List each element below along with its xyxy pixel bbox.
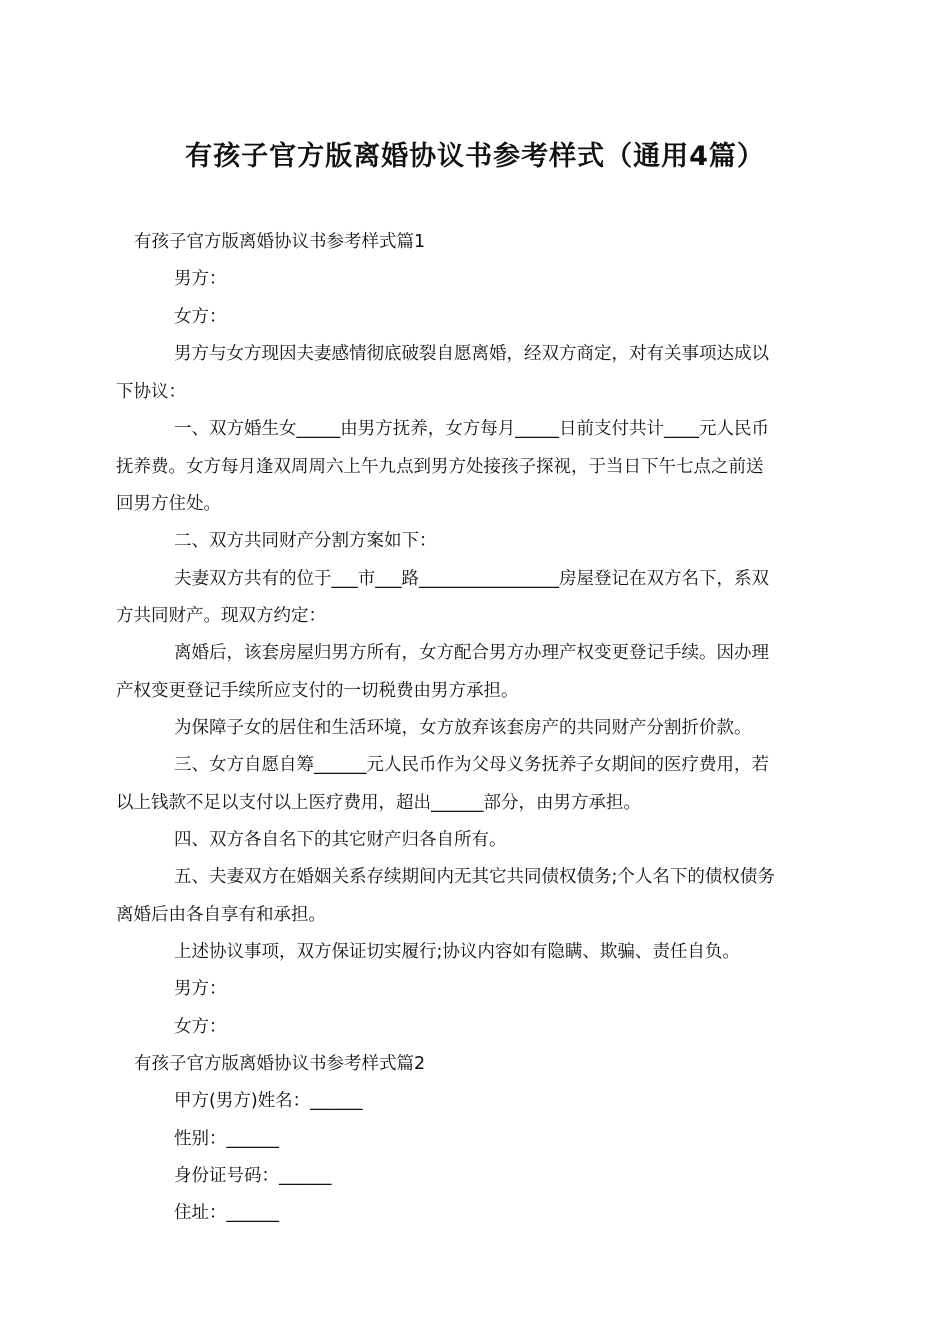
paragraph: 产权变更登记手续所应支付的一切税费由男方承担。: [116, 681, 519, 701]
form-field-line: 住址：______: [174, 1203, 279, 1223]
paragraph: 抚养费。女方每月逢双周周六上午九点到男方处接孩子探视，于当日下午七点之前送: [116, 457, 764, 477]
paragraph: 上述协议事项，双方保证切实履行;协议内容如有隐瞒、欺骗、责任自负。: [174, 942, 740, 962]
section-heading-1: 有孩子官方版离婚协议书参考样式篇1: [134, 232, 426, 252]
paragraph: 离婚后，该套房屋归男方所有，女方配合男方办理产权变更登记手续。因办理: [174, 643, 769, 663]
paragraph: 男方与女方现因夫妻感情彻底破裂自愿离婚，经双方商定，对有关事项达成以: [174, 344, 769, 364]
paragraph: 下协议：: [116, 382, 186, 402]
form-field-line: 甲方(男方)姓名：______: [174, 1091, 363, 1111]
section-heading-2: 有孩子官方版离婚协议书参考样式篇2: [134, 1054, 426, 1074]
paragraph: 男方：: [174, 269, 227, 289]
paragraph: 夫妻双方共有的位于___市___路________________房屋登记在双方名下，系双: [174, 569, 769, 589]
paragraph: 为保障子女的居住和生活环境，女方放弃该套房产的共同财产分割折价款。: [174, 718, 752, 738]
paragraph: 以上钱款不足以支付以上医疗费用，超出______部分，由男方承担。: [116, 793, 641, 813]
paragraph: 三、女方自愿自筹______元人民币作为父母义务抚养子女期间的医疗费用，若: [174, 755, 769, 775]
paragraph: 女方：: [174, 1017, 227, 1037]
paragraph: 回男方住处。: [116, 494, 221, 514]
form-field-line: 身份证号码：______: [174, 1166, 332, 1186]
paragraph: 二、双方共同财产分割方案如下：: [174, 531, 437, 551]
paragraph: 四、双方各自名下的其它财产归各自所有。: [174, 830, 507, 850]
paragraph: 离婚后由各自享有和承担。: [116, 905, 326, 925]
document-title: 有孩子官方版离婚协议书参考样式（通用4篇）: [185, 141, 765, 172]
paragraph: 方共同财产。现双方约定：: [116, 606, 326, 626]
paragraph: 男方：: [174, 979, 227, 999]
paragraph: 女方：: [174, 307, 227, 327]
form-field-line: 性别：______: [174, 1129, 279, 1149]
paragraph: 五、夫妻双方在婚姻关系存续期间内无其它共同债权债务;个人名下的债权债务: [174, 867, 775, 887]
paragraph: 一、双方婚生女_____由男方抚养，女方每月_____日前支付共计____元人民币: [174, 419, 769, 439]
